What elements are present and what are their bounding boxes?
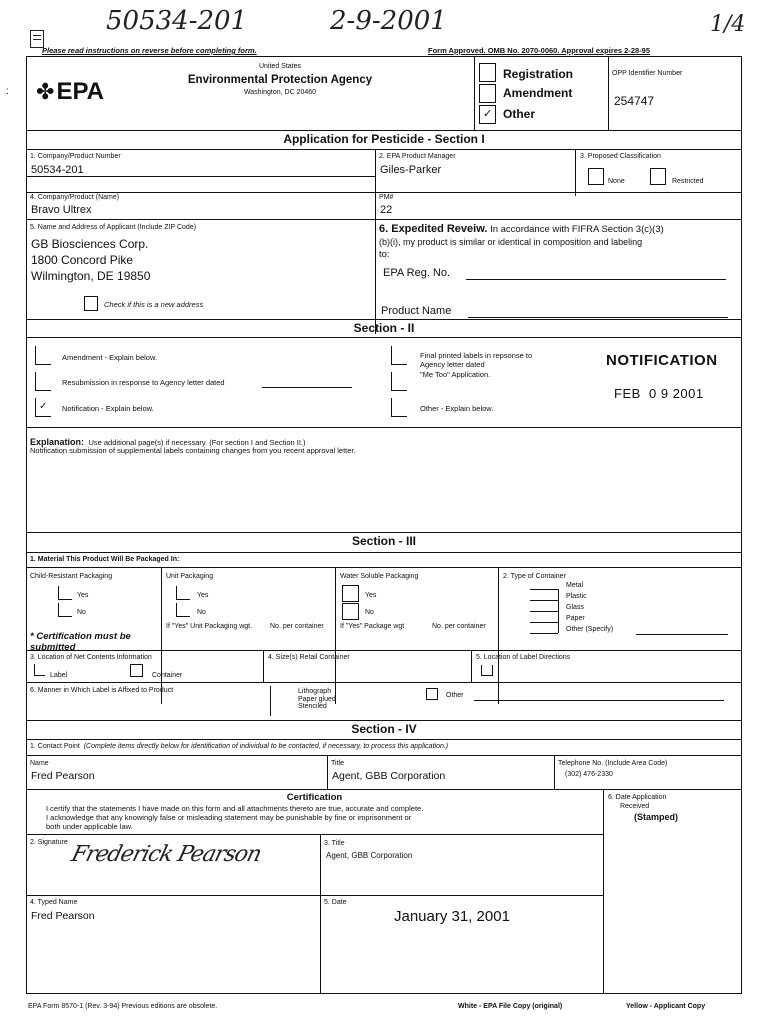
product-name[interactable]: Bravo Ultrex [31, 204, 92, 216]
contact-label: 1. Contact Point [30, 743, 80, 750]
if-yes-unit: If "Yes" Unit Packaging wgt. [166, 623, 253, 630]
classification-label: 3. Proposed Classification [580, 153, 661, 160]
signature[interactable]: Frederick Pearson [68, 842, 264, 867]
amendment-checkbox[interactable] [479, 84, 496, 103]
opp-value: 254747 [614, 94, 655, 108]
manner-stenciled: Stenciled [298, 703, 327, 710]
water-yes-checkbox[interactable] [342, 585, 359, 602]
water-yes: Yes [365, 592, 377, 599]
cert-line1: I certify that the statements I have made on this form and all attachments thereto are true, accurate and complete. [46, 804, 424, 813]
new-address-label: Check if this is a new address [104, 300, 204, 309]
margin-dots: : [6, 86, 9, 97]
form-approved: Form Approved. OMB No. 2070-0060. Approval expires 2-28-95 [428, 46, 651, 55]
notification-checkbox[interactable]: ✓ [35, 398, 51, 417]
child-no-checkbox[interactable] [58, 603, 72, 617]
net-container-checkbox[interactable] [130, 664, 143, 677]
container-metal: Metal [566, 582, 584, 589]
notification: Notification - Explain below. [62, 404, 154, 413]
reg-no-label: EPA Reg. No. [383, 267, 451, 279]
new-address-checkbox[interactable] [84, 296, 98, 311]
container-other: Other (Specify) [566, 626, 614, 633]
contact-name[interactable]: Fred Pearson [31, 770, 95, 782]
product-name-field-label: Product Name [381, 305, 452, 317]
container-paper: Paper [566, 615, 585, 622]
date-received-label1: 6. Date Application [608, 794, 667, 801]
handwritten-page: 1/4 [710, 12, 746, 37]
cert-line3: both under applicable law. [46, 822, 133, 831]
handwritten-product-number: 50534-201 [106, 6, 248, 36]
final-labels-1: Final printed labels in repsonse to [420, 351, 533, 360]
title-label: Title [331, 760, 344, 767]
contact-title[interactable]: Agent, GBB Corporation [332, 770, 446, 782]
product-name-label: 4. Company/Product (Name) [30, 194, 120, 201]
amendment-explain-checkbox[interactable] [35, 346, 51, 365]
handwritten-date: 2-9-2001 [330, 6, 447, 36]
net-label-checkbox[interactable] [34, 664, 45, 676]
product-name-line[interactable] [468, 317, 728, 318]
phone-label: Telephone No. (Include Area Code) [558, 760, 668, 767]
unit-yes-checkbox[interactable] [176, 586, 190, 600]
water-soluble-label: Water Soluble Packaging [340, 573, 419, 580]
section3-title: Section - III [351, 534, 416, 548]
title2-label: 3. Title [324, 840, 345, 847]
typed-name[interactable]: Fred Pearson [31, 910, 95, 922]
if-yes-pkg: If "Yes" Package wgt [340, 623, 405, 630]
unit-per-container: No. per container [270, 623, 324, 630]
final-labels-checkbox[interactable] [391, 346, 407, 365]
section4-title: Section - IV [351, 722, 417, 736]
class-restricted: Restricted [672, 178, 704, 185]
expedited-text1: In accordance with FIFRA Section 3(c)(3) [490, 224, 664, 235]
agency-name: Environmental Protection Agency [187, 74, 373, 86]
me-too: "Me Too" Application. [420, 370, 491, 379]
child-yes: Yes [77, 592, 89, 599]
name-label: Name [30, 760, 49, 767]
unit-no: No [197, 609, 206, 616]
cert-title: Certification [286, 792, 343, 803]
registration-checkbox[interactable] [479, 63, 496, 82]
product-manager[interactable]: Giles-Parker [380, 164, 442, 176]
notification-stamp-date: FEB 0 9 2001 [614, 386, 704, 401]
expedited-title: 6. Expedited Reveiw. [379, 223, 488, 235]
water-no: No [365, 609, 374, 616]
signature-label: 2. Signature [30, 839, 68, 846]
agency-line1: United States [258, 63, 302, 70]
contact-hint: (Complete items directly below for identification of individual to be contacted, if necessary, to process this application.) [83, 743, 449, 750]
net-container: Container [152, 672, 183, 679]
cert-line2: I acknowledge that any knowingly false or misleading statement may be punishable by fine or imprisonment or [46, 813, 412, 822]
manner-options [298, 688, 336, 711]
company-product-number[interactable]: 50534-201 [31, 164, 84, 176]
class-none: None [608, 178, 625, 185]
opt-other: Other [503, 107, 536, 121]
class-restricted-checkbox[interactable] [650, 168, 666, 185]
section1-title: Application for Pesticide - Section I [283, 132, 485, 146]
unit-yes: Yes [197, 592, 209, 599]
net-label: Label [50, 672, 68, 679]
child-no: No [77, 609, 86, 616]
section2-title: Section - II [353, 321, 415, 335]
product-manager-label: 2. EPA Product Manager [379, 153, 456, 160]
manner-paper-glued: Paper glued [298, 695, 336, 703]
epa-flower-icon: ✤ [36, 79, 55, 104]
child-yes-checkbox[interactable] [58, 586, 72, 600]
container-plastic: Plastic [566, 593, 587, 600]
final-labels-2: Agency letter dated [420, 360, 485, 369]
company-product-number-label: 1. Company/Product Number [30, 153, 121, 160]
label-directions-checkbox[interactable] [481, 665, 493, 676]
water-no-checkbox[interactable] [342, 603, 359, 620]
manner-other-checkbox[interactable] [426, 688, 438, 700]
material-label: 1. Material This Product Will Be Packaged In: [30, 556, 180, 563]
expedited-block [379, 223, 739, 261]
explanation-label: Explanation: [30, 437, 85, 447]
sizes-label: 4. Size(s) Retail Container [268, 654, 350, 661]
resubmission: Resubmission in response to Agency letter dated [62, 378, 225, 387]
form-id: EPA Form 8570-1 (Rev. 3-94) Previous editions are obsolete. [28, 1003, 218, 1010]
applicant-label: 5. Name and Address of Applicant (Include ZIP Code) [30, 224, 197, 231]
expedited-text2: (b)(i), my product is similar or identical in composition and labeling [379, 237, 643, 247]
title2-value[interactable]: Agent, GBB Corporation [326, 851, 413, 860]
net-contents-label: 3. Location of Net Contents Information [30, 654, 152, 661]
manner-lithograph: Lithograph [298, 688, 332, 695]
manner-other: Other [446, 692, 464, 699]
contact-phone[interactable]: (302) 476-2330 [565, 771, 613, 778]
cert-note: * Certification must be submitted [30, 631, 131, 653]
pm-label: PM# [379, 194, 394, 201]
resubmission-checkbox[interactable] [35, 372, 51, 391]
opt-registration: Registration [503, 67, 574, 81]
child-resistant-label: Child-Resistant Packaging [30, 573, 113, 580]
other-explain-checkbox[interactable] [391, 398, 407, 417]
label-directions-label: 5. Location of Label Directions [476, 654, 571, 661]
other-explain: Other - Explain below. [420, 404, 494, 413]
reg-no-line[interactable] [466, 279, 726, 280]
applicant-line2[interactable]: 1800 Concord Pike [31, 253, 134, 267]
explanation-text[interactable]: Notification submission of supplemental labels containing changes from you recent approval letter. [30, 446, 356, 455]
explanation-hint: Use additional page(s) if necessary. (For section I and Section II.) [88, 438, 306, 447]
date-label: 5. Date [324, 899, 347, 906]
yellow-copy: Yellow - Applicant Copy [626, 1003, 706, 1010]
me-too-checkbox[interactable] [391, 372, 407, 391]
water-per-container: No. per container [432, 623, 486, 630]
white-copy: White - EPA File Copy (original) [458, 1003, 563, 1010]
unit-packaging-label: Unit Packaging [166, 573, 214, 580]
opp-label: OPP Identifier Number [612, 70, 683, 77]
opt-amendment: Amendment [503, 86, 573, 100]
instructions-note: Please read instructions on reverse before completing form. [42, 46, 257, 55]
unit-no-checkbox[interactable] [176, 603, 190, 617]
applicant-line1[interactable]: GB Biosciences Corp. [31, 237, 149, 251]
container-type-label: 2. Type of Container [503, 573, 566, 580]
date-value[interactable]: January 31, 2001 [394, 908, 510, 925]
typed-name-label: 4. Typed Name [30, 899, 78, 906]
agency-address: Washington, DC 20460 [243, 89, 317, 96]
epa-logo-text: EPA [56, 78, 105, 105]
class-none-checkbox[interactable] [588, 168, 604, 185]
applicant-line3[interactable]: Wilmington, DE 19850 [31, 269, 151, 283]
date-received-stamped: (Stamped) [634, 812, 679, 822]
contact-line [30, 743, 448, 750]
container-glass: Glass [566, 604, 584, 611]
date-received-label2: Received [620, 803, 650, 810]
expedited-text3: to: [379, 249, 390, 260]
pm-value[interactable]: 22 [380, 204, 393, 216]
manner-label: 6. Manner in Which Label is Affixed to Product [30, 687, 174, 694]
epa-logo [36, 78, 104, 106]
notification-stamp: NOTIFICATION [606, 352, 718, 369]
amendment-explain: Amendment - Explain below. [62, 353, 158, 362]
other-checkbox[interactable]: ✓ [479, 105, 496, 124]
